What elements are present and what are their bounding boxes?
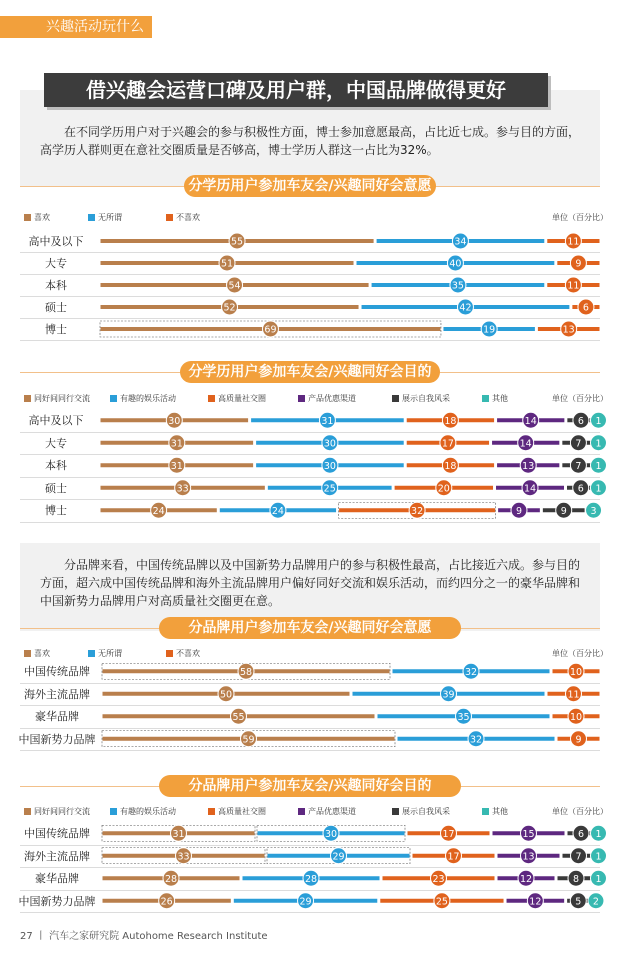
value-label: 5 [575, 896, 582, 908]
row-separator [20, 890, 600, 891]
value-label: 33 [176, 483, 189, 495]
legend-label: 喜欢 [34, 649, 50, 658]
legend-swatch [24, 395, 31, 402]
value-label: 17 [447, 851, 460, 863]
legend-label: 其他 [492, 807, 508, 816]
value-label: 50 [219, 689, 233, 701]
value-label: 2 [592, 896, 599, 908]
category-label: 中国传统品牌 [24, 665, 90, 679]
row-separator [20, 318, 600, 319]
legend-label: 喜欢 [34, 213, 50, 222]
category-label: 本科 [45, 279, 67, 292]
intro-paragraph-2: 分品牌来看，中国传统品牌以及中国新势力品牌用户的参与积极性最高，占比接近六成。参与目的方面，超六成中国传统品牌和海外主流品牌用户偏好同好交流和娱乐活动，而约四分之一的豪华品牌和中国新势力品牌用户对高质量社交圈更在意。 [40, 558, 581, 608]
row-separator [20, 454, 600, 455]
value-label: 29 [299, 896, 312, 908]
category-label: 豪华品牌 [35, 872, 79, 886]
legend-item [110, 806, 176, 817]
legend-label: 产品优惠渠道 [308, 807, 356, 816]
value-label: 1 [595, 438, 602, 450]
value-label: 69 [264, 324, 277, 336]
value-label: 11 [567, 280, 580, 292]
legend-label: 不喜欢 [176, 649, 200, 658]
value-label: 7 [575, 460, 582, 472]
value-label: 54 [228, 280, 241, 292]
value-label: 30 [168, 415, 181, 427]
value-label: 24 [152, 505, 165, 517]
chart-unit: 单位（百分比） [552, 394, 608, 403]
value-label: 13 [522, 851, 535, 863]
legend-swatch [298, 808, 305, 815]
row-separator [20, 845, 600, 846]
legend-label: 同好间同行交流 [34, 807, 90, 816]
value-label: 13 [562, 324, 575, 336]
value-label: 1 [595, 873, 602, 885]
legend-label: 不喜欢 [176, 213, 200, 222]
value-label: 17 [442, 828, 455, 840]
legend-label: 有趣的娱乐活动 [120, 394, 176, 403]
value-label: 10 [569, 666, 583, 678]
value-label: 10 [569, 711, 583, 723]
legend-item [24, 648, 50, 659]
legend-item [392, 393, 450, 404]
legend-swatch [166, 214, 173, 221]
row-separator [20, 499, 600, 500]
value-label: 9 [575, 258, 582, 270]
value-label: 23 [432, 873, 445, 885]
value-label: 33 [177, 851, 190, 863]
legend-item [482, 806, 508, 817]
value-label: 7 [575, 438, 582, 450]
legend-item [88, 648, 122, 659]
value-label: 1 [595, 483, 602, 495]
value-label: 31 [170, 460, 183, 472]
category-label: 博士 [45, 504, 67, 518]
value-label: 26 [160, 896, 173, 908]
row-separator [20, 274, 600, 275]
legend-swatch [482, 808, 489, 815]
value-label: 59 [242, 734, 255, 746]
value-label: 14 [524, 415, 537, 427]
legend-swatch [110, 395, 117, 402]
legend-swatch [166, 650, 173, 657]
value-label: 55 [231, 236, 244, 248]
legend-label: 展示自我风采 [402, 807, 450, 816]
legend-item [208, 393, 266, 404]
category-label: 海外主流品牌 [24, 849, 90, 863]
intro-paragraph-1: 在不同学历用户对于兴趣会的参与积极性方面，博士参加意愿最高，占比近七成。参与目的方面，高学历人群则更在意社交圈质量是否够高，博士学历人群这一占比为32%。 [40, 125, 581, 157]
value-label: 6 [577, 828, 585, 840]
chart-unit: 单位（百分比） [552, 213, 608, 222]
value-label: 24 [271, 505, 284, 517]
value-label: 25 [323, 483, 336, 495]
legend-item [298, 393, 356, 404]
category-label: 中国新势力品牌 [18, 894, 96, 908]
value-label: 40 [449, 258, 462, 270]
legend-swatch [24, 808, 31, 815]
value-label: 15 [522, 828, 535, 840]
value-label: 25 [435, 896, 448, 908]
value-label: 39 [442, 689, 455, 701]
value-label: 30 [324, 828, 338, 840]
footer: 27 丨 汽车之家研究院 Autohome Research Institute [20, 931, 268, 942]
value-label: 34 [454, 236, 467, 248]
value-label: 17 [441, 438, 454, 450]
row-separator [20, 912, 600, 913]
legend-label: 有趣的娱乐活动 [120, 807, 176, 816]
legend-item [166, 212, 200, 223]
value-label: 18 [444, 415, 457, 427]
value-label: 32 [469, 734, 483, 746]
value-label: 12 [519, 873, 533, 885]
legend-swatch [298, 395, 305, 402]
value-label: 3 [590, 505, 597, 517]
row-separator [20, 683, 600, 684]
value-label: 6 [582, 302, 589, 314]
value-label: 31 [321, 415, 334, 427]
legend-item [208, 806, 266, 817]
category-label: 豪华品牌 [35, 710, 79, 724]
legend-swatch [482, 395, 489, 402]
category-label: 高中及以下 [28, 414, 84, 428]
category-label: 博士 [45, 323, 67, 336]
legend-swatch [110, 808, 117, 815]
value-label: 35 [457, 711, 470, 723]
legend-label: 无所谓 [98, 649, 122, 658]
chart-title: 分学历用户参加车友会/兴趣同好会目的 [180, 361, 440, 383]
row-separator [20, 522, 600, 523]
value-label: 14 [523, 483, 537, 495]
value-label: 6 [577, 415, 584, 427]
legend-item [110, 393, 176, 404]
value-label: 32 [464, 666, 478, 678]
legend-swatch [392, 395, 399, 402]
chart-title: 分品牌用户参加车友会/兴趣同好会意愿 [159, 617, 461, 639]
value-label: 1 [595, 828, 602, 840]
value-label: 52 [223, 302, 236, 314]
value-label: 8 [572, 873, 580, 885]
legend-label: 高质量社交圈 [218, 394, 266, 403]
value-label: 28 [304, 873, 318, 885]
legend-swatch [88, 650, 95, 657]
row-separator [20, 432, 600, 433]
value-label: 9 [515, 505, 523, 517]
value-label: 30 [323, 460, 336, 472]
legend-label: 高质量社交圈 [218, 807, 266, 816]
value-label: 20 [437, 483, 450, 495]
value-label: 13 [522, 460, 535, 472]
legend-item [298, 806, 356, 817]
chart-title: 分学历用户参加车友会/兴趣同好会意愿 [184, 175, 436, 197]
legend-item [24, 212, 50, 223]
value-label: 6 [577, 483, 584, 495]
category-label: 中国新势力品牌 [18, 732, 96, 746]
legend-item [24, 806, 90, 817]
chart-title: 分品牌用户参加车友会/兴趣同好会目的 [159, 775, 461, 797]
value-label: 29 [332, 851, 345, 863]
row-separator [20, 340, 600, 341]
row-separator [20, 252, 600, 253]
legend-item [24, 393, 90, 404]
value-label: 11 [567, 236, 580, 248]
legend-label: 同好间同行交流 [34, 394, 90, 403]
legend-swatch [24, 650, 31, 657]
value-label: 42 [459, 302, 472, 314]
category-label: 硕士 [45, 481, 67, 495]
value-label: 19 [483, 324, 496, 336]
value-label: 18 [444, 460, 457, 472]
value-label: 1 [595, 415, 602, 427]
row-separator [20, 705, 600, 706]
value-label: 14 [519, 438, 532, 450]
category-label: 大专 [45, 257, 67, 270]
category-label: 高中及以下 [28, 235, 84, 248]
value-label: 28 [164, 873, 178, 885]
value-label: 1 [595, 851, 602, 863]
value-label: 55 [232, 711, 245, 723]
value-label: 58 [239, 666, 253, 678]
legend-swatch [392, 808, 399, 815]
value-label: 32 [411, 505, 424, 517]
legend-swatch [24, 214, 31, 221]
row-separator [20, 867, 600, 868]
value-label: 9 [575, 734, 582, 746]
category-label: 硕士 [45, 301, 67, 314]
legend-item [166, 648, 200, 659]
legend-swatch [208, 808, 215, 815]
legend-label: 其他 [492, 394, 508, 403]
legend-label: 展示自我风采 [402, 394, 450, 403]
value-label: 31 [170, 438, 183, 450]
legend-item [482, 393, 508, 404]
category-label: 中国传统品牌 [24, 827, 90, 841]
legend-swatch [208, 395, 215, 402]
legend-swatch [88, 214, 95, 221]
category-label: 本科 [45, 459, 67, 473]
legend-label: 产品优惠渠道 [308, 394, 356, 403]
chart-unit: 单位（百分比） [552, 807, 608, 816]
legend-item [88, 212, 122, 223]
value-label: 11 [567, 689, 580, 701]
row-separator [20, 296, 600, 297]
chart-unit: 单位（百分比） [552, 649, 608, 658]
value-label: 12 [529, 896, 542, 908]
page-headline: 借兴趣会运营口碑及用户群，中国品牌做得更好 [44, 73, 548, 107]
value-label: 9 [560, 505, 567, 517]
section-tab: 兴趣活动玩什么 [0, 16, 152, 38]
row-separator [20, 477, 600, 478]
row-separator [20, 728, 600, 729]
value-label: 35 [451, 280, 464, 292]
row-separator [20, 750, 600, 751]
value-label: 30 [323, 438, 336, 450]
legend-label: 无所谓 [98, 213, 122, 222]
value-label: 7 [575, 851, 582, 863]
category-label: 海外主流品牌 [24, 687, 90, 701]
value-label: 31 [172, 828, 185, 840]
value-label: 51 [220, 258, 234, 270]
legend-item [392, 806, 450, 817]
category-label: 大专 [45, 436, 67, 450]
value-label: 1 [595, 460, 602, 472]
